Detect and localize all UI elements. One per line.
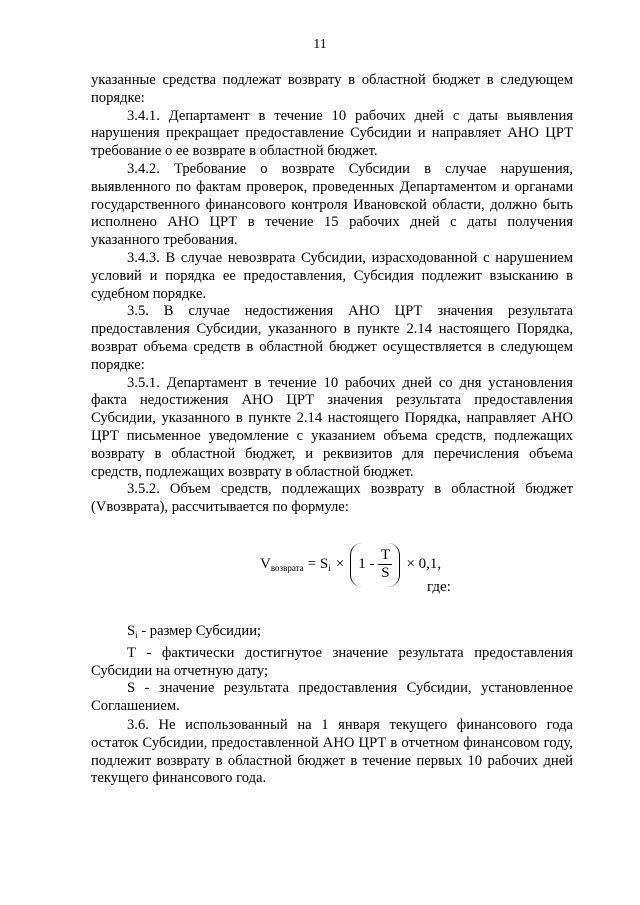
- paragraph-3-6: 3.6. Не использованный на 1 января текущего финансового года остаток Субсидии, предоставленной АНО ЦРТ в отчетном финансовом году, подлежит возврату в областной бюджет в течение первых 10 рабочих дней текущего финансового года.: [91, 716, 573, 787]
- page-number: 11: [313, 37, 327, 52]
- paragraph-continuation: указанные средства подлежат возврату в областной бюджет в следующем порядке:: [91, 72, 573, 106]
- paragraph-3-5-2: 3.5.2. Объем средств, подлежащих возврату в областной бюджет (Vвозврата), рассчитывается по формуле:: [91, 481, 573, 516]
- document-body: [91, 72, 573, 788]
- definition-t: Т - фактически достигнутое значение результата предоставления Субсидии на отчетную дату;: [91, 644, 573, 679]
- definition-s: S - значение результата предоставления Субсидии, установленное Соглашением.: [91, 680, 573, 715]
- formula-v: V: [260, 556, 271, 573]
- formula: [91, 535, 573, 601]
- paragraph-3-5-1: 3.5.1. Департамент в течение 10 рабочих дней со дня установления факта недостижения АНО ЦРТ значения результата предоставления Субсидии, указанного в пункте 2.14 настоящего Порядка, направляет АНО ЦРТ письменное уведомление с указанием объема средств, подлежащих возврату в областной бюджет, и реквизитов для перечисления объема средств, подлежащих возврату в областной бюджет.: [91, 374, 573, 480]
- formula-denominator: S: [381, 565, 390, 582]
- paragraph-3-4-3: 3.4.3. В случае невозврата Субсидии, израсходованной с нарушением условий и порядка ее предоставления, Субсидия подлежит взысканию в судебном порядке.: [91, 249, 573, 302]
- paragraph-3-4-2: 3.4.2. Требование о возврате Субсидии в случае нарушения, выявленного по фактам проверок, проведенных Департаментом и органами государственного финансового контроля Ивановской области, должно быть исполнено АНО ЦРТ в течение 15 рабочих дней с даты получения указанного требования.: [91, 160, 573, 249]
- formula-equals-s: = S: [307, 556, 329, 573]
- formula-v-subscript: возврата: [270, 563, 304, 574]
- paragraph-3-4-1: 3.4.1. Департамент в течение 10 рабочих дней с даты выявления нарушения прекращает предоставление Субсидии и направляет АНО ЦРТ требование о ее возврате в областной бюджет.: [91, 107, 573, 160]
- definition-si-subscript: i: [135, 629, 138, 640]
- formula-times: ×: [335, 556, 345, 573]
- definition-si-text: - размер Субсидии;: [137, 622, 262, 639]
- definition-si: [91, 623, 573, 645]
- formula-definitions: [91, 623, 573, 716]
- formula-s-subscript: i: [328, 563, 331, 574]
- formula-expression: [260, 543, 441, 587]
- formula-numerator: T: [380, 547, 391, 564]
- definition-si-symbol: S: [127, 622, 136, 639]
- formula-tail: × 0,1,: [406, 556, 442, 573]
- formula-where: где:: [427, 578, 451, 595]
- paragraph-3-5: 3.5. В случае недостижения АНО ЦРТ значения результата предоставления Субсидии, указанного в пункте 2.14 настоящего Порядка, возврат объема средств в областной бюджет осуществляется в следующем порядке:: [91, 303, 573, 373]
- formula-fraction: [378, 547, 392, 582]
- formula-parenthesis: [350, 543, 400, 587]
- formula-one-minus: 1 -: [358, 556, 375, 573]
